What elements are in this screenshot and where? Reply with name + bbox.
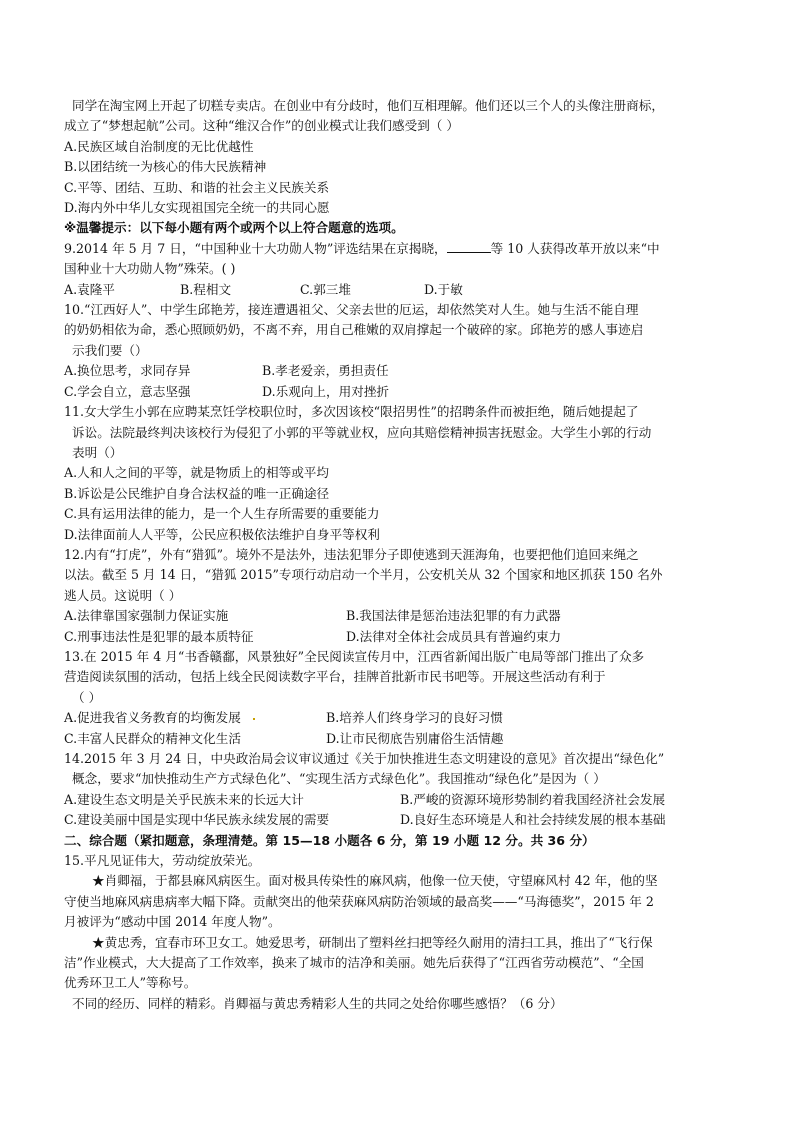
tip-notice: ※温馨提示：以下每小题有两个或两个以上符合题意的选项。 [64,220,404,236]
q9-stem-line1 [64,239,730,259]
q10-stem-line1: 10.“江西好人”、中学生邱艳芳，接连遭遇祖父、父亲去世的厄运，却依然笑对人生。她与生活不能自理 [64,302,639,318]
q10-option-c: C.学会自立，意志坚强 [64,383,191,399]
q14-stem-line1: 14.2015 年 3 月 24 日，中央政治局会议审议通过《关于加快推进生态文明建设的意见》首次提出“绿色化” [64,751,665,766]
q9-options [64,280,730,300]
q14-stem-line2: 概念，要求“加快推动生产方式绿色化”、“实现生活方式绿色化”。我国推动“绿色化”是因为（ ） [72,771,606,787]
q11-option-b: B.诉讼是公民维护自身合法权益的唯一正确途径 [64,485,330,501]
q15-stem: 15.平凡见证伟大，劳动绽放荣光。 [64,853,261,869]
q13-option-d: D.让市民彻底告别庸俗生活情趣 [326,730,504,746]
q11-stem-line2: 诉讼。法院最终判决该校行为侵犯了小郭的平等就业权，应向其赔偿精神损害抚慰金。大学生小郭的行动 [72,424,652,440]
q8-option-d: D.海内外中华儿女实现祖国完全统一的共同心愿 [64,200,330,216]
q13-options-row2 [64,729,730,749]
q11-option-a: A.人和人之间的平等，就是物质上的相等或平均 [64,465,329,481]
q8-stem-line2: 成立了“梦想起航”公司。这种“维汉合作”的创业模式让我们感受到（ ） [64,118,459,134]
q12-option-d: D.法律对全体社会成员具有普遍约束力 [346,628,562,644]
q13-option-b: B.培养人们终身学习的良好习惯 [326,710,503,726]
q10-option-b: B.孝老爱亲，勇担责任 [262,363,389,379]
q12-option-a: A.法律靠国家强制力保证实施 [64,608,229,624]
q15-para1-line1: ★肖卿福，于都县麻风病医生。面对极具传染性的麻风病，他像一位天使，守望麻风村 42 年，他的坚 [92,873,658,889]
q15-para2-line3: 优秀环卫工人”等称号。 [64,975,197,991]
q9-option-c: C.郭三堆 [300,281,351,297]
q14-option-d: D.良好生态环境是人和社会持续发展的根本基础 [400,812,666,828]
q10-options-row1 [64,361,730,381]
q14-option-c: C.建设美丽中国是实现中华民族永续发展的需要 [64,812,330,828]
q9-stem-line2: 国种业十大功勋人物”殊荣。( ) [64,261,236,277]
q12-option-b: B.我国法律是惩治违法犯罪的有力武器 [346,608,561,624]
q13-option-a-text: A.促进我省义务教育的均衡发展 [64,710,241,726]
q15-para1-line2: 守使当地麻风病患病率大幅下降。贡献突出的他荣获麻风病防治领域的最高奖——“马海德奖”，2015 年 2 [64,893,654,909]
q9-stem-part1: 9.2014 年 5 月 7 日，“中国种业十大功勋人物”评选结果在京揭晓， [64,240,447,256]
q12-stem-line1: 12.内有“打虎”，外有“猎狐”。境外不是法外，违法犯罪分子即使逃到天涯海角，也要把他们追回来绳之 [64,546,639,562]
q12-stem-line3: 逃人员。这说明（ ） [64,587,182,603]
q13-stem-line3: （ ） [72,689,102,705]
q9-option-a: A.袁隆平 [64,281,115,297]
q13-options-row1 [64,708,730,728]
q9-stem-part2: 等 10 人获得改革开放以来“中 [490,240,660,256]
q10-options-row2 [64,382,730,402]
q13-stem-line2: 营造阅读氛围的活动，包括上线全民阅读数字平台，挂牌首批新市民书吧等。开展这些活动有利于 [64,669,606,685]
q9-option-d: D.于敏 [424,281,463,297]
q13-stem-line1: 13.在 2015 年 4 月“书香赣鄱，风景独好”全民阅读宣传月中，江西省新闻出版广电局等部门推出了众多 [64,648,645,664]
q14-options-row2 [64,810,730,830]
q11-option-c: C.具有运用法律的能力，是一个人生存所需要的重要能力 [64,506,380,522]
q12-options-row1 [64,606,730,626]
q12-option-c: C.刑事违法性是犯罪的最本质特征 [64,628,254,644]
q15-para2-line1: ★黄忠秀，宜春市环卫女工。她爱思考，研制出了塑料丝扫把等经久耐用的清扫工具，推出了“飞行保 [92,934,653,950]
q9-blank [447,240,491,253]
exam-page [64,96,730,1014]
q11-stem-line1: 11.女大学生小郭在应聘某烹饪学校职位时，多次因该校“限招男性”的招聘条件而被拒绝，随后她提起了 [64,404,639,420]
q8-stem-line1: 同学在淘宝网上开起了切糕专卖店。在创业中有分歧时，他们互相理解。他们还以三个人的头像注册商标， [72,98,664,113]
q10-stem-line3: 示我们要（） [72,342,148,358]
q13-option-c: C.丰富人民群众的精神文化生活 [64,730,241,746]
section2-heading: 二、综合题（紧扣题意，条理清楚。第 15—18 小题各 6 分，第 19 小题 12 分。共 36 分） [64,832,595,848]
q12-stem-line2: 以法。截至 5 月 14 日，“猎狐 2015”专项行动启动一个半月，公安机关从 32 个国家和地区抓获 150 名外 [64,567,663,583]
q8-option-c: C.平等、团结、互助、和谐的社会主义民族关系 [64,179,330,195]
q15-question: 不同的经历、同样的精彩。肖卿福与黄忠秀精彩人生的共同之处给你哪些感悟？（6 分） [72,995,563,1011]
q11-option-d: D.法律面前人人平等，公民应积极依法维护自身平等权利 [64,526,380,542]
stray-dot [253,718,255,720]
q10-option-d: D.乐观向上，用对挫折 [262,383,389,399]
q8-option-a: A.民族区域自治制度的无比优越性 [64,138,254,154]
q10-option-a: A.换位思考，求同存异 [64,363,191,379]
q15-para2-line2: 洁”作业模式，大大提高了工作效率，换来了城市的洁净和美丽。她先后获得了“江西省劳动模范”、“全国 [64,955,644,971]
q13-option-a [64,708,326,728]
q14-option-b: B.严峻的资源环境形势制约着我国经济社会发展 [400,791,666,807]
q8-option-b: B.以团结统一为核心的伟大民族精神 [64,159,267,175]
q9-option-b: B.程相文 [180,281,232,297]
q14-option-a: A.建设生态文明是关乎民族未来的长远大计 [64,791,304,807]
q12-options-row2 [64,627,730,647]
q15-para1-line3: 月被评为“感动中国 2014 年度人物”。 [64,914,281,930]
q14-options-row1 [64,790,730,810]
q10-stem-line2: 的奶奶相依为命，悉心照顾奶奶，不离不弃，用自己稚嫩的双肩撑起一个破碎的家。邱艳芳的感人事迹启 [64,322,644,338]
q11-stem-line3: 表明（） [72,444,123,460]
